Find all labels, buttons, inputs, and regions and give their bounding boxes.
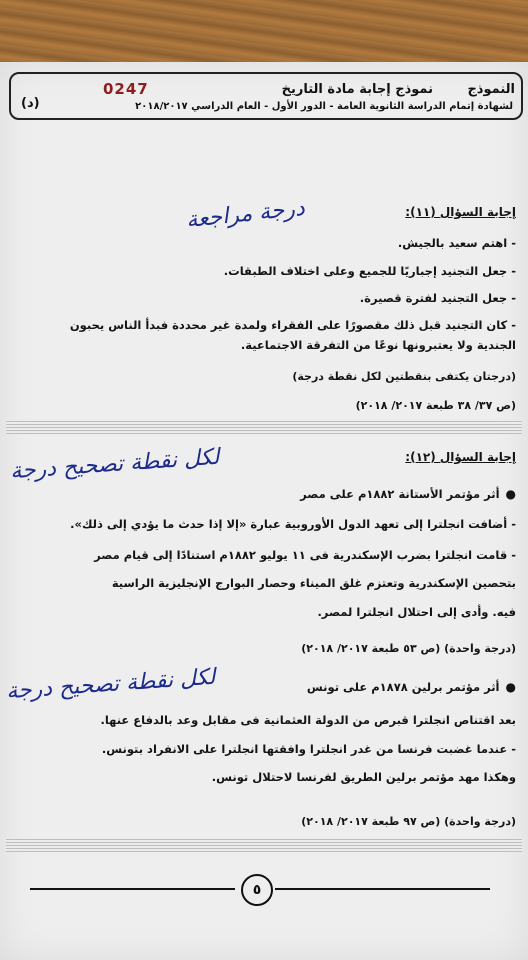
bullet-icon: ● [505, 487, 516, 501]
section-separator [6, 838, 522, 852]
q12-heading: إجابة السؤال (١٢): [405, 450, 516, 464]
section-separator [6, 420, 522, 434]
footer-rule-right [275, 888, 490, 890]
q11-line-3: - جعل التجنيد لفترة قصيرة. [359, 291, 516, 305]
q11-grading-note: (درجتان يكتفى بنقطتين لكل نقطة درجة) [292, 370, 516, 383]
page-title: نموذج إجابة مادة التاريخ [281, 82, 433, 97]
q12-point-2-text: أثر مؤتمر برلين ١٨٧٨م على تونس [306, 680, 500, 694]
q11-line-1: - اهتم سعيد بالجيش. [397, 236, 516, 250]
bullet-icon: ● [505, 680, 516, 694]
model-number: 0247 [103, 80, 149, 98]
footer-rule-left [30, 888, 235, 890]
q11-line-2: - جعل التجنيد إجباريًا للجميع وعلى اختلاف الطبقات. [223, 264, 516, 278]
q12-p2-reference: (درجة واحدة) (ص ٩٧ طبعة ٢٠١٧/ ٢٠١٨) [301, 815, 516, 828]
model-code: (د) [21, 96, 40, 111]
q12-p1-reference: (درجة واحدة) (ص ٥٣ طبعة ٢٠١٧/ ٢٠١٨) [301, 642, 516, 655]
q12-p2-line-1: بعد اقتناص انجلترا قبرص من الدولة العثمانية فى مقابل وعد بالدفاع عنها. [100, 713, 516, 727]
q12-p1-line-4: فيه. وأدى إلى احتلال انجلترا لمصر. [317, 605, 516, 619]
q12-handwritten-mark-2: لكل نقطة تصحيح درجة [5, 664, 217, 705]
answer-key-header [9, 72, 523, 120]
q11-line-4: - كان التجنيد قبل ذلك مقصورًا على الفقراء ولمدة غير محددة فبدأ الناس يحبون [69, 318, 516, 332]
q12-p1-line-1: - أضافت انجلترا إلى تعهد الدول الأوروبية عبارة «إلا إذا حدث ما يؤدي إلى ذلك». [70, 517, 516, 531]
q12-p1-line-3: بتحصين الإسكندرية وتعتزم غلق الميناء وحصار البوارج الإنجليزية الراسية [111, 576, 516, 590]
q12-point-1-title [10, 487, 516, 501]
page-number: ٥ [241, 874, 273, 906]
q11-line-5: الجندية ولا يعتبرونها نوعًا من التفرقة الاجتماعية. [240, 338, 516, 352]
q11-handwritten-mark: درجة مراجعة [185, 195, 306, 234]
q12-point-2-title [10, 680, 516, 694]
q12-point-1-text: أثر مؤتمر الأستانة ١٨٨٢م على مصر [300, 487, 500, 501]
q12-handwritten-mark-1: لكل نقطة تصحيح درجة [9, 444, 221, 485]
model-label: النموذج [467, 82, 515, 97]
q12-p1-line-2: - قامت انجلترا بضرب الإسكندرية فى ١١ يوليو ١٨٨٢م استنادًا إلى قيام مصر [94, 548, 516, 562]
q12-p2-line-2: - عندما غضبت فرنسا من غدر انجلترا وافقتها انجلترا على الانفراد بتونس. [101, 742, 516, 756]
q11-reference: (ص ٣٧/ ٣٨ طبعة ٢٠١٧/ ٢٠١٨) [355, 399, 516, 412]
q12-p2-line-3: وهكذا مهد مؤتمر برلين الطريق لفرنسا لاحتلال تونس. [211, 770, 516, 784]
q11-heading: إجابة السؤال (١١): [405, 205, 516, 219]
page-subtitle: لشهادة إتمام الدراسة الثانوية العامة - الدور الأول - العام الدراسي ٢٠١٨/٢٠١٧ [135, 101, 513, 112]
